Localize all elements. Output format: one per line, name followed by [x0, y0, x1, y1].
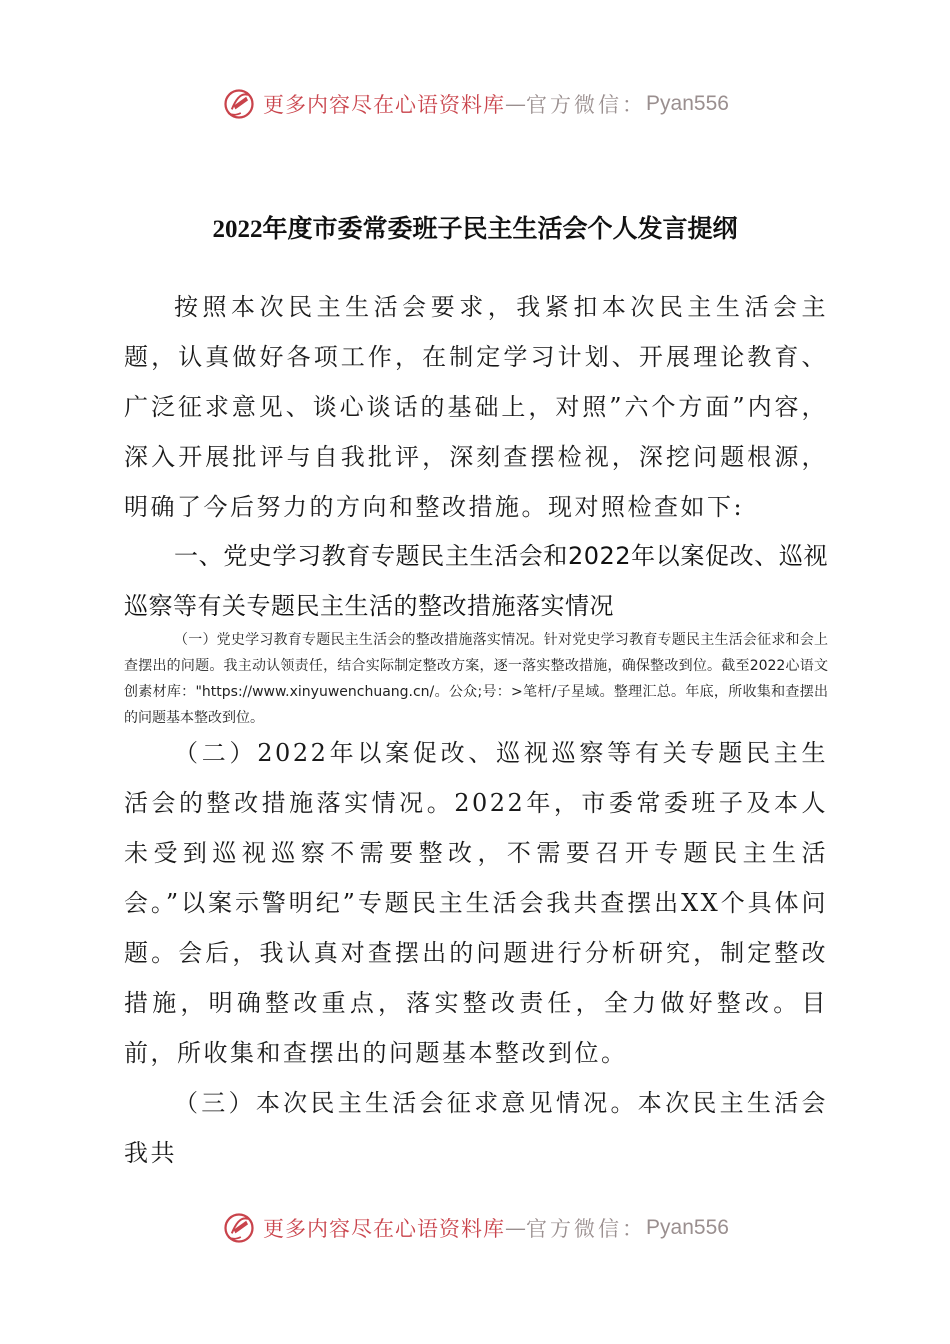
- section1-heading: 一、党史学习教育专题民主生活会和2022年以案促改、巡视巡察等有关专题民主生活的整改措施落实情况: [124, 542, 828, 620]
- document-title: 2022年度市委常委班子民主生活会个人发言提纲: [212, 216, 738, 243]
- watermark-dash: —: [505, 1216, 527, 1240]
- watermark-banner-top: [0, 84, 950, 124]
- watermark-official-label: 官方微信：: [526, 93, 647, 117]
- watermark-banner-bottom: [0, 1208, 950, 1248]
- pen-heart-logo-icon: [221, 1210, 257, 1246]
- sub2-paragraph: （二）2022年以案促改、巡视巡察等有关专题民主生活会的整改措施落实情况。2022年，市委常委班子及本人未受到巡视巡察不需要整改，不需要召开专题民主生活会。”以案示警明纪”专题民主生活会我共查摆出XX个具体问题。会后，我认真对查摆出的问题进行分析研究，制定整改措施，明确整改重点，落实整改责任，全力做好整改。目前，所收集和查摆出的问题基本整改到位。: [124, 739, 828, 1067]
- watermark-dash: —: [505, 92, 527, 116]
- watermark-brand: 更多内容尽在心语资料库: [263, 1217, 506, 1241]
- watermark-wechat-id: Pyan556: [646, 1216, 729, 1239]
- sub3-paragraph: （三）本次民主生活会征求意见情况。本次民主生活会我共: [124, 1089, 828, 1167]
- watermark-wechat-id: Pyan556: [646, 92, 729, 115]
- sub1-paragraph: （一）党史学习教育专题民主生活会的整改措施落实情况。针对党史学习教育专题民主生活会征求和会上查摆出的问题。我主动认领责任，结合实际制定整改方案，逐一落实整改措施，确保整改到位。截至2022心语文创素材库："https://www.xinyuwenchuang.cn/。公众;号：>笔杆/子星域。整理汇总。年底，所收集和查摆出的问题基本整改到位。: [124, 632, 828, 726]
- watermark-official-label: 官方微信：: [526, 1217, 647, 1241]
- pen-heart-logo-icon: [221, 86, 257, 122]
- watermark-brand: 更多内容尽在心语资料库: [263, 93, 506, 117]
- intro-paragraph: 按照本次民主生活会要求，我紧扣本次民主生活会主题，认真做好各项工作，在制定学习计划、开展理论教育、广泛征求意见、谈心谈话的基础上，对照”六个方面”内容，深入开展批评与自我批评，深刻查摆检视，深挖问题根源，明确了今后努力的方向和整改措施。现对照检查如下:: [124, 293, 828, 521]
